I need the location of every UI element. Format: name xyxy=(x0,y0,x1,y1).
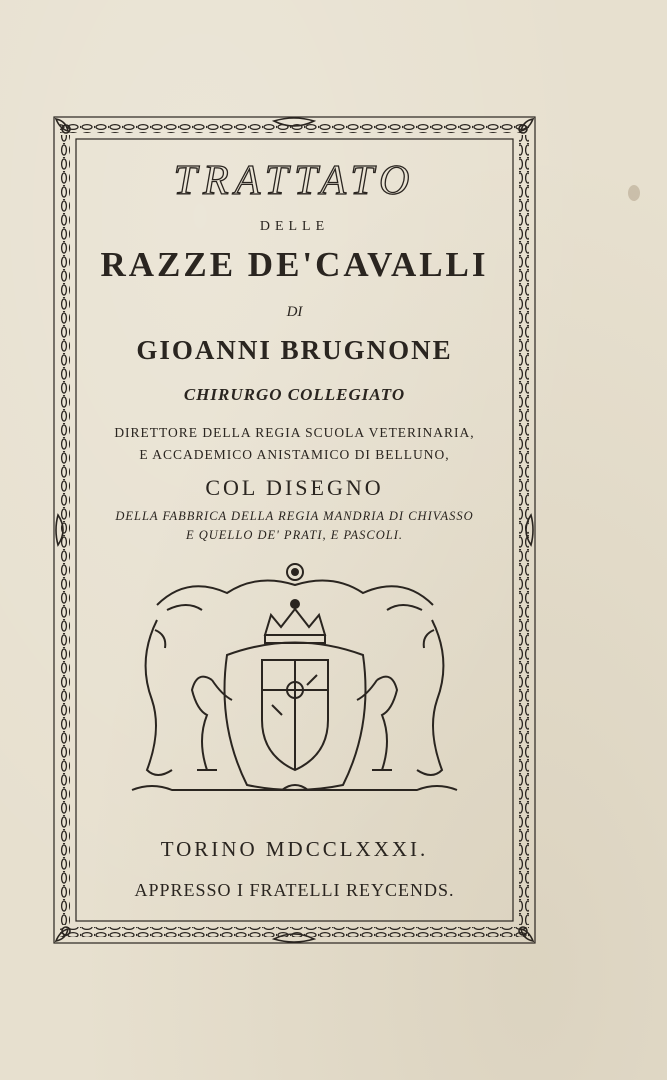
book-title: TRATTATO xyxy=(173,158,416,204)
printer-imprint: APPRESSO I FRATELLI REYCENDS. xyxy=(134,880,455,900)
author-preposition: DI xyxy=(286,304,303,320)
author-position-line-2: E ACCADEMICO ANISTAMICO DI BELLUNO, xyxy=(139,447,450,462)
book-subject: RAZZE DE'CAVALLI xyxy=(100,245,489,284)
title-connector: DELLE xyxy=(259,219,330,234)
paper-stain xyxy=(628,185,640,201)
author-role: CHIRURGO COLLEGIATO xyxy=(183,385,406,404)
author-name: GIOANNI BRUGNONE xyxy=(136,335,453,365)
drawing-detail-line-2: E QUELLO DE' PRATI, E PASCOLI. xyxy=(185,528,404,542)
publication-place-date: TORINO MDCCLXXXI. xyxy=(160,837,429,861)
author-position-line-1: DIRETTORE DELLA REGIA SCUOLA VETERINARIA, xyxy=(114,425,475,440)
drawing-detail-line-1: DELLA FABBRICA DELLA REGIA MANDRIA DI CHIVASSO xyxy=(115,509,474,523)
title-text-block xyxy=(52,115,537,945)
royal-coat-of-arms-icon xyxy=(117,560,472,830)
ornamental-border-frame xyxy=(52,115,537,945)
col-disegno: COL DISEGNO xyxy=(205,475,384,500)
